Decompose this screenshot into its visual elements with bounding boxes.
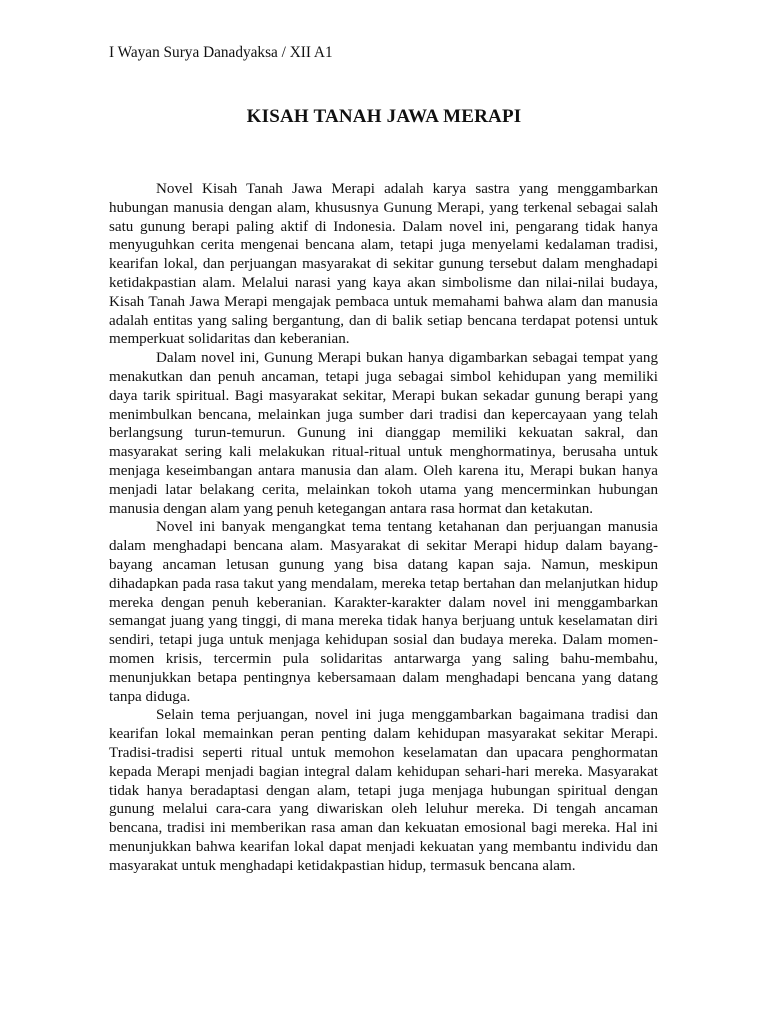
paragraph-2: Dalam novel ini, Gunung Merapi bukan hanya digambarkan sebagai tempat yang menakutkan dan penuh ancaman, tetapi juga sebagai simbol kehidupan yang memiliki daya tarik spiritual. Bagi masyarakat sekitar, Merapi bukan sekadar gunung berapi yang menimbulkan bencana, melainkan juga sumber dari tradisi dan kepercayaan yang telah berlangsung turun-temurun. Gunung ini dianggap memiliki kekuatan sakral, dan masyarakat sering kali melakukan ritual-ritual untuk menghormatinya, berusaha untuk menjaga keseimbangan antara manusia dan alam. Oleh karena itu, Merapi bukan hanya menjadi latar belakang cerita, melainkan tokoh utama yang mencerminkan hubungan manusia dengan alam yang penuh ketegangan antara rasa hormat dan ketakutan. xyxy=(109,350,658,517)
paragraph-1: Novel Kisah Tanah Jawa Merapi adalah karya sastra yang menggambarkan hubungan manusia dengan alam, khususnya Gunung Merapi, yang terkenal sebagai salah satu gunung berapi paling aktif di Indonesia. Dalam novel ini, pengarang tidak hanya menyuguhkan cerita mengenai bencana alam, tetapi juga menyelami kedalaman tradisi, kearifan lokal, dan perjuangan masyarakat di sekitar gunung tersebut dalam menghadapi ketidakpastian alam. Melalui narasi yang kaya akan simbolisme dan nilai-nilai budaya, Kisah Tanah Jawa Merapi mengajak pembaca untuk memahami bahwa alam dan manusia adalah entitas yang saling bergantung, dan di balik setiap bencana terdapat potensi untuk memperkuat solidaritas dan keberanian. xyxy=(109,181,658,348)
paragraph-4: Selain tema perjuangan, novel ini juga menggambarkan bagaimana tradisi dan kearifan lokal memainkan peran penting dalam kehidupan masyarakat sekitar Merapi. Tradisi-tradisi seperti ritual untuk memohon keselamatan dan upacara penghormatan kepada Merapi menjadi bagian integral dalam kehidupan sehari-hari mereka. Masyarakat tidak hanya beradaptasi dengan alam, tetapi juga menjaga hubungan spiritual dengan gunung melalui cara-cara yang diwariskan oleh leluhur mereka. Di tengah ancaman bencana, tradisi ini memberikan rasa aman dan kekuatan emosional bagi mereka. Hal ini menunjukkan bahwa kearifan lokal dapat menjadi kekuatan yang membantu individu dan masyarakat untuk menghadapi ketidakpastian hidup, termasuk bencana alam. xyxy=(109,707,658,874)
document-body xyxy=(109,180,658,875)
document-title: KISAH TANAH JAWA MERAPI xyxy=(246,106,522,127)
author-class-line: I Wayan Surya Danadyaksa / XII A1 xyxy=(109,44,333,61)
paragraph-3: Novel ini banyak mengangkat tema tentang ketahanan dan perjuangan manusia dalam menghadapi bencana alam. Masyarakat di sekitar Merapi hidup dalam bayang-bayang ancaman letusan gunung yang bisa datang kapan saja. Namun, meskipun dihadapkan pada rasa takut yang mendalam, mereka tetap bertahan dan melanjutkan hidup mereka dengan penuh keberanian. Karakter-karakter dalam novel ini menggambarkan semangat juang yang tinggi, di mana mereka tidak hanya berjuang untuk keselamatan diri sendiri, tetapi juga untuk menjaga kehidupan sosial dan budaya mereka. Dalam momen-momen krisis, tercermin pula solidaritas antarwarga yang saling bahu-membahu, menunjukkan betapa pentingnya kebersamaan dalam menghadapi bencana yang datang tanpa diduga. xyxy=(109,519,658,705)
